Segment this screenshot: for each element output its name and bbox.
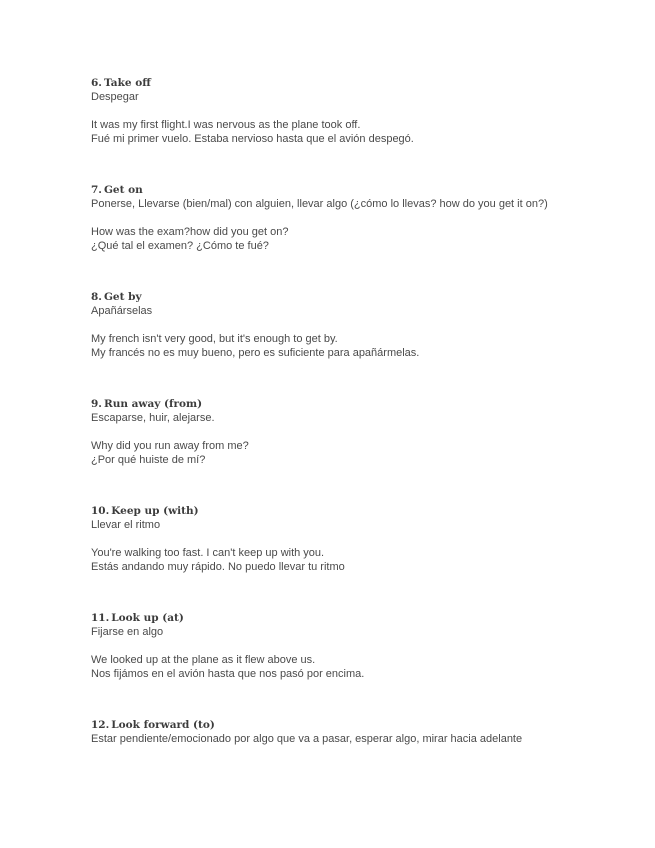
entry-meaning: Ponerse, Llevarse (bien/mal) con alguien, llevar algo (¿cómo lo llevas? how do you get it on?) <box>91 198 548 210</box>
entry-number: 10. <box>91 505 110 517</box>
entry-term-text: Look up (at) <box>111 612 184 624</box>
entry-term <box>91 504 561 518</box>
entry-example-es: Nos fijámos en el avión hasta que nos pasó por encima. <box>91 668 365 680</box>
entry-meaning: Despegar <box>91 91 139 103</box>
entry-example-es: ¿Por qué huiste de mí? <box>91 454 206 466</box>
entry-example-es: ¿Qué tal el examen? ¿Cómo te fué? <box>91 240 269 252</box>
entry-term-text: Get by <box>103 291 142 303</box>
entry-example-en: Why did you run away from me? <box>91 440 249 452</box>
entry-example-en: It was my first flight.I was nervous as the plane took off. <box>91 119 361 131</box>
entry-term <box>91 183 561 197</box>
entry-number: 11. <box>91 612 110 624</box>
entry-term-text: Look forward (to) <box>111 719 215 731</box>
entry-term-text: Get on <box>103 184 143 196</box>
entry-get-on <box>91 183 561 253</box>
entry-example-es: My francés no es muy bueno, pero es suficiente para apañármelas. <box>91 347 420 359</box>
entry-example-en: My french isn't very good, but it's enough to get by. <box>91 333 338 345</box>
phrasal-verb-list <box>91 76 561 746</box>
entry-term <box>91 611 561 625</box>
entry-term-text: Run away (from) <box>103 398 203 410</box>
entry-example-es: Fué mi primer vuelo. Estaba nervioso hasta que el avión despegó. <box>91 133 414 145</box>
entry-meaning: Escaparse, huir, alejarse. <box>91 412 215 424</box>
entry-example-en: How was the exam?how did you get on? <box>91 226 289 238</box>
entry-meaning: Apañárselas <box>91 305 153 317</box>
entry-number: 6. <box>91 77 102 89</box>
entry-number: 9. <box>91 398 102 410</box>
entry-term-text: Take off <box>103 77 151 89</box>
entry-term <box>91 397 561 411</box>
entry-term-text: Keep up (with) <box>111 505 199 517</box>
entry-keep-up <box>91 504 561 574</box>
entry-example-es: Estás andando muy rápido. No puedo llevar tu ritmo <box>91 561 345 573</box>
entry-run-away <box>91 397 561 467</box>
entry-example-en: We looked up at the plane as it flew above us. <box>91 654 316 666</box>
entry-get-by <box>91 290 561 360</box>
entry-meaning: Estar pendiente/emocionado por algo que va a pasar, esperar algo, mirar hacia adelante <box>91 733 523 745</box>
entry-number: 7. <box>91 184 102 196</box>
entry-number: 8. <box>91 291 102 303</box>
entry-number: 12. <box>91 719 110 731</box>
entry-meaning: Fijarse en algo <box>91 626 164 638</box>
entry-term <box>91 718 561 732</box>
entry-take-off <box>91 76 561 146</box>
entry-term <box>91 76 561 90</box>
entry-look-forward <box>91 718 561 746</box>
entry-meaning: Llevar el ritmo <box>91 519 161 531</box>
entry-look-up <box>91 611 561 681</box>
entry-example-en: You're walking too fast. I can't keep up with you. <box>91 547 325 559</box>
entry-term <box>91 290 561 304</box>
